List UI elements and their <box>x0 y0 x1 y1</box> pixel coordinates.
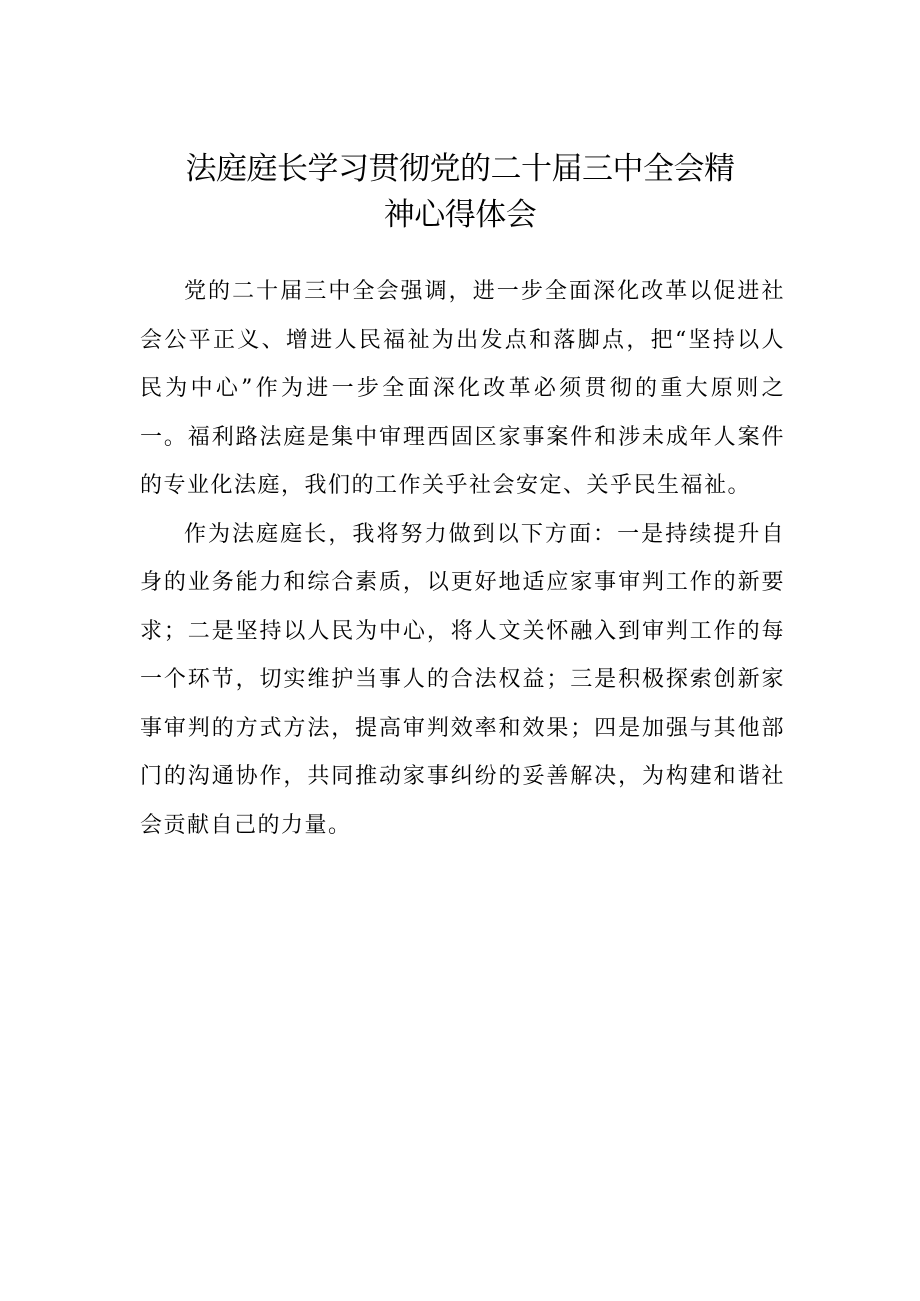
document-title <box>140 146 780 238</box>
title-line-1: 法庭庭长学习贯彻党的二十届三中全会精 <box>185 151 735 187</box>
title-line-2: 神心得体会 <box>383 197 537 233</box>
paragraph-1: 党的二十届三中全会强调，进一步全面深化改革以促进社会公平正义、增进人民福祉为出发点和落脚点，把“坚持以人民为中心”作为进一步全面深化改革必须贯彻的重大原则之一。福利路法庭是集中审理西固区家事案件和涉未成年人案件的专业化法庭，我们的工作关乎社会安定、关乎民生福祉。 <box>140 279 785 498</box>
document-body <box>140 268 785 850</box>
paragraph-2: 作为法庭庭长，我将努力做到以下方面：一是持续提升自身的业务能力和综合素质，以更好地适应家事审判工作的新要求；二是坚持以人民为中心，将人文关怀融入到审判工作的每一个环节，切实维护当事人的合法权益；三是积极探索创新家事审判的方式方法，提高审判效率和效果；四是加强与其他部门的沟通协作，共同推动家事纠纷的妥善解决，为构建和谐社会贡献自己的力量。 <box>140 521 785 838</box>
